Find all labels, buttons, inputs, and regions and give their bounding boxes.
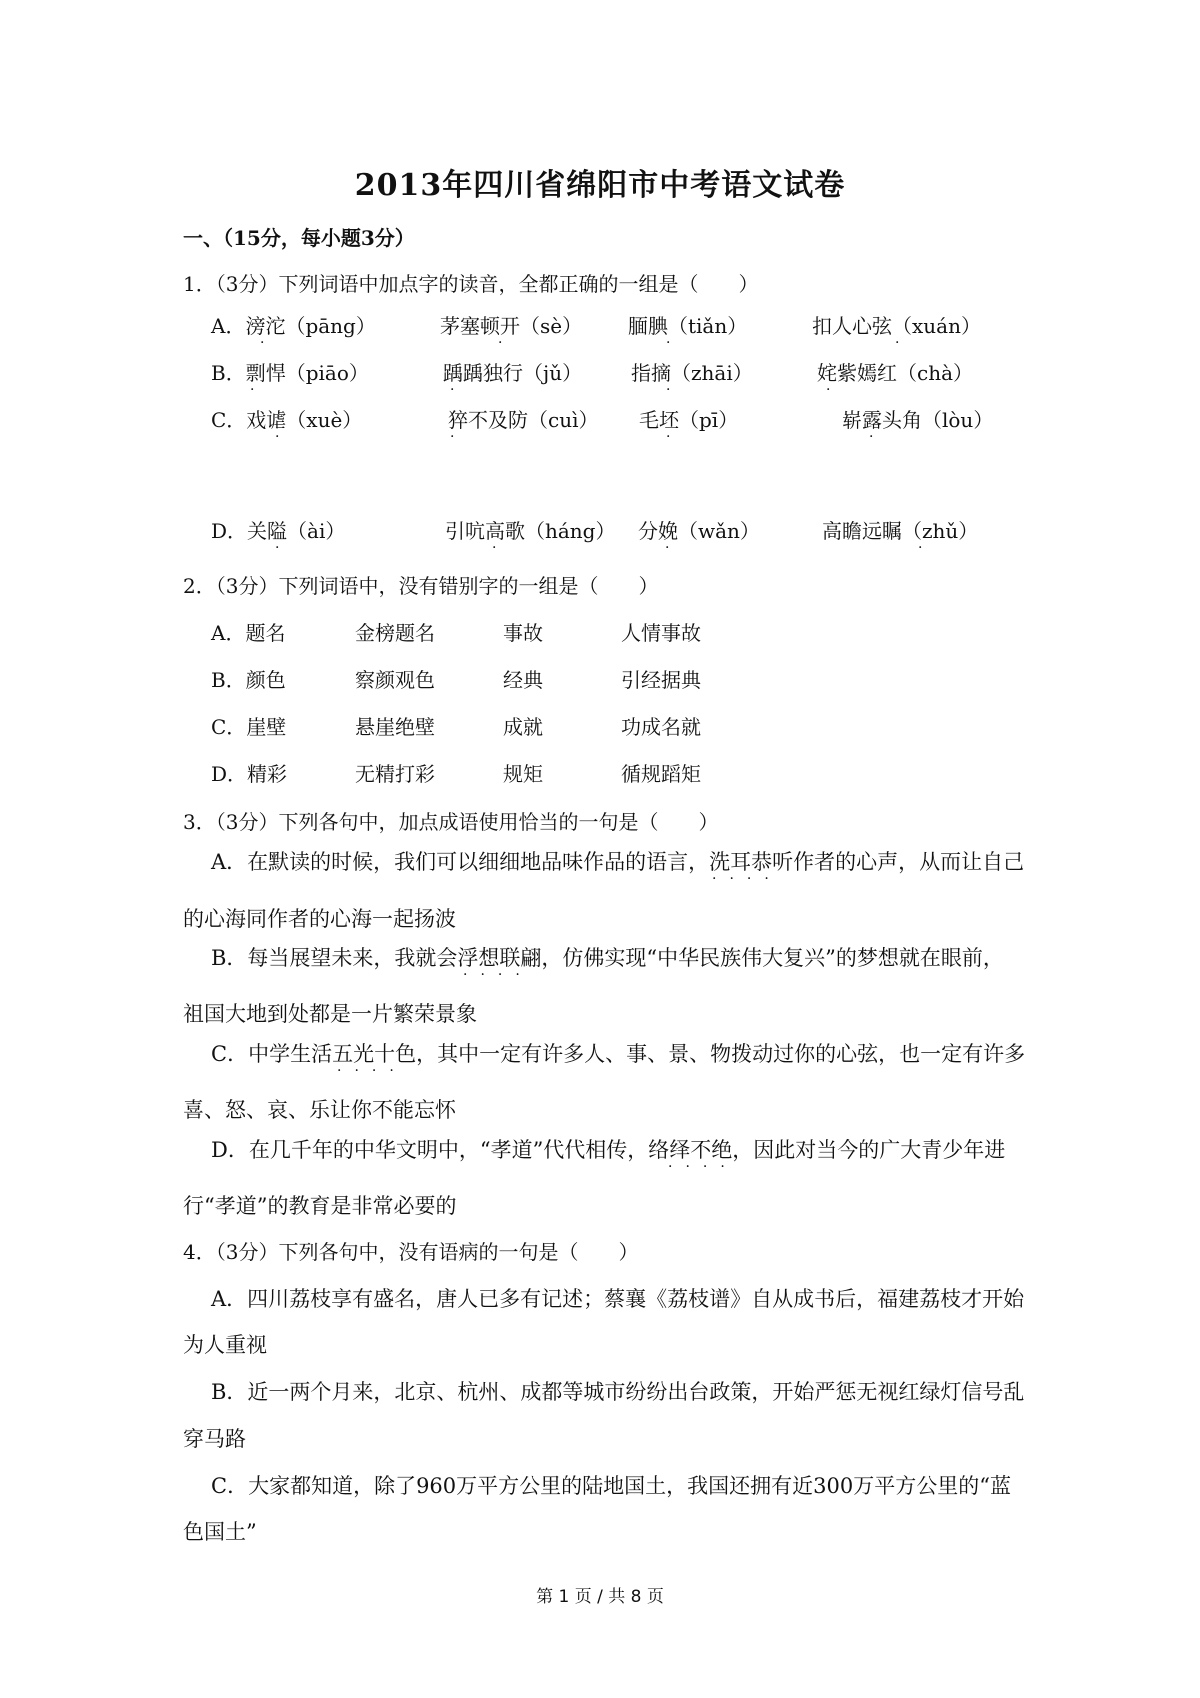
q2-option-b-1: B．颜色 xyxy=(211,668,286,692)
q3-option-b-line1: B．每当展望未来，我就会浮想联翩，仿佛实现“中华民族伟大复兴”的梦想就在眼前， xyxy=(211,946,1004,970)
q3-option-a-line2: 的心海同作者的心海一起扬波 xyxy=(183,907,456,931)
q2-option-c-2: 悬崖绝壁 xyxy=(355,715,435,739)
q1-option-d-3: 分娩（wǎn） xyxy=(638,519,760,543)
q2-option-b-3: 经典 xyxy=(503,668,543,692)
emphasis-dot: · xyxy=(498,335,503,351)
q1-option-b-4: 姹紫嫣红（chà） xyxy=(817,361,974,385)
section-heading: 一、（15分，每小题3分） xyxy=(183,226,415,250)
emphasis-dot: ···· xyxy=(337,1063,407,1079)
q2-option-a-1: A．题名 xyxy=(211,621,286,645)
q4-option-a-line2: 为人重视 xyxy=(183,1333,267,1357)
q3-option-d-line1: D．在几千年的中华文明中，“孝道”代代相传，络绎不绝，因此对当今的广大青少年进 xyxy=(211,1138,1006,1162)
emphasis-dot: · xyxy=(275,429,280,445)
emphasis-dot: · xyxy=(492,540,497,556)
q3-option-b-line2: 祖国大地到处都是一片繁荣景象 xyxy=(183,1002,477,1026)
question-2-stem: 2．（3分）下列词语中，没有错别字的一组是（ ） xyxy=(183,574,659,598)
q1-option-d-1: D．关隘（ài） xyxy=(211,519,346,543)
q1-option-d-4: 高瞻远瞩（zhǔ） xyxy=(822,519,979,543)
q1-option-d-2: 引吭高歌（háng） xyxy=(445,519,616,543)
emphasis-dot: · xyxy=(250,382,255,398)
q4-option-c-line2: 色国土” xyxy=(183,1520,257,1544)
q2-option-d-3: 规矩 xyxy=(503,762,543,786)
emphasis-dot: · xyxy=(665,540,670,556)
emphasis-dot: · xyxy=(275,540,280,556)
emphasis-dot: · xyxy=(869,429,874,445)
q3-option-a-line1: A．在默读的时候，我们可以细细地品味作品的语言，洗耳恭听作者的心声，从而让自己 xyxy=(211,850,1025,874)
q1-option-a-2: 茅塞顿开（sè） xyxy=(440,314,583,338)
q1-option-b-3: 指摘（zhāi） xyxy=(631,361,753,385)
q1-option-a-3: 腼腆（tiǎn） xyxy=(628,314,748,338)
page-footer: 第 1 页 / 共 8 页 xyxy=(536,1587,664,1607)
q2-option-b-2: 察颜观色 xyxy=(355,668,435,692)
q2-option-c-3: 成就 xyxy=(503,715,543,739)
emphasis-dot: · xyxy=(826,382,831,398)
emphasis-dot: · xyxy=(895,335,900,351)
emphasis-dot: ···· xyxy=(712,871,782,887)
q2-option-a-2: 金榜题名 xyxy=(355,621,435,645)
question-4-stem: 4．（3分）下列各句中，没有语病的一句是（ ） xyxy=(183,1240,639,1264)
emphasis-dot: · xyxy=(450,382,455,398)
emphasis-dot: · xyxy=(666,335,671,351)
q2-option-c-1: C．崖壁 xyxy=(211,715,287,739)
emphasis-dot: · xyxy=(918,540,923,556)
q2-option-c-4: 功成名就 xyxy=(621,715,701,739)
q4-option-c-line1: C．大家都知道，除了960万平方公里的陆地国土，我国还拥有近300万平方公里的“蓝 xyxy=(211,1474,1011,1498)
question-3-stem: 3．（3分）下列各句中，加点成语使用恰当的一句是（ ） xyxy=(183,810,719,834)
q2-option-d-4: 循规蹈矩 xyxy=(621,762,701,786)
emphasis-dot: ···· xyxy=(463,967,533,983)
q2-option-a-3: 事故 xyxy=(503,621,543,645)
q2-option-b-4: 引经据典 xyxy=(621,668,701,692)
q1-option-b-2: 踽踽独行（jǔ） xyxy=(443,361,583,385)
q2-option-a-4: 人情事故 xyxy=(621,621,701,645)
q4-option-a-line1: A．四川荔枝享有盛名，唐人已多有记述；蔡襄《荔枝谱》自从成书后，福建荔枝才开始 xyxy=(211,1287,1025,1311)
q1-option-b-1: B．剽悍（piāo） xyxy=(211,361,369,385)
emphasis-dot: · xyxy=(666,382,671,398)
q2-option-d-1: D．精彩 xyxy=(211,762,288,786)
q4-option-b-line1: B．近一两个月来，北京、杭州、成都等城市纷纷出台政策，开始严惩无视红绿灯信号乱 xyxy=(211,1380,1025,1404)
q4-option-b-line2: 穿马路 xyxy=(183,1427,246,1451)
emphasis-dot: · xyxy=(450,429,455,445)
q1-option-c-1: C．戏谑（xuè） xyxy=(211,408,363,432)
question-1-stem: 1．（3分）下列词语中加点字的读音，全都正确的一组是（ ） xyxy=(183,272,759,296)
q1-option-c-3: 毛坯（pī） xyxy=(639,408,739,432)
q1-option-a-4: 扣人心弦（xuán） xyxy=(812,314,981,338)
q1-option-c-4: 崭露头角（lòu） xyxy=(842,408,994,432)
page-title: 2013年四川省绵阳市中考语文试卷 xyxy=(354,168,846,203)
emphasis-dot: ···· xyxy=(668,1159,738,1175)
emphasis-dot: · xyxy=(260,335,265,351)
q3-option-d-line2: 行“孝道”的教育是非常必要的 xyxy=(183,1194,457,1218)
q1-option-a-1: A．滂沱（pāng） xyxy=(211,314,376,338)
q2-option-d-2: 无精打彩 xyxy=(355,762,435,786)
q1-option-c-2: 猝不及防（cuì） xyxy=(448,408,599,432)
q3-option-c-line2: 喜、怒、哀、乐让你不能忘怀 xyxy=(183,1098,456,1122)
emphasis-dot: · xyxy=(666,429,671,445)
q3-option-c-line1: C．中学生活五光十色，其中一定有许多人、事、景、物拨动过你的心弦，也一定有许多 xyxy=(211,1042,1026,1066)
